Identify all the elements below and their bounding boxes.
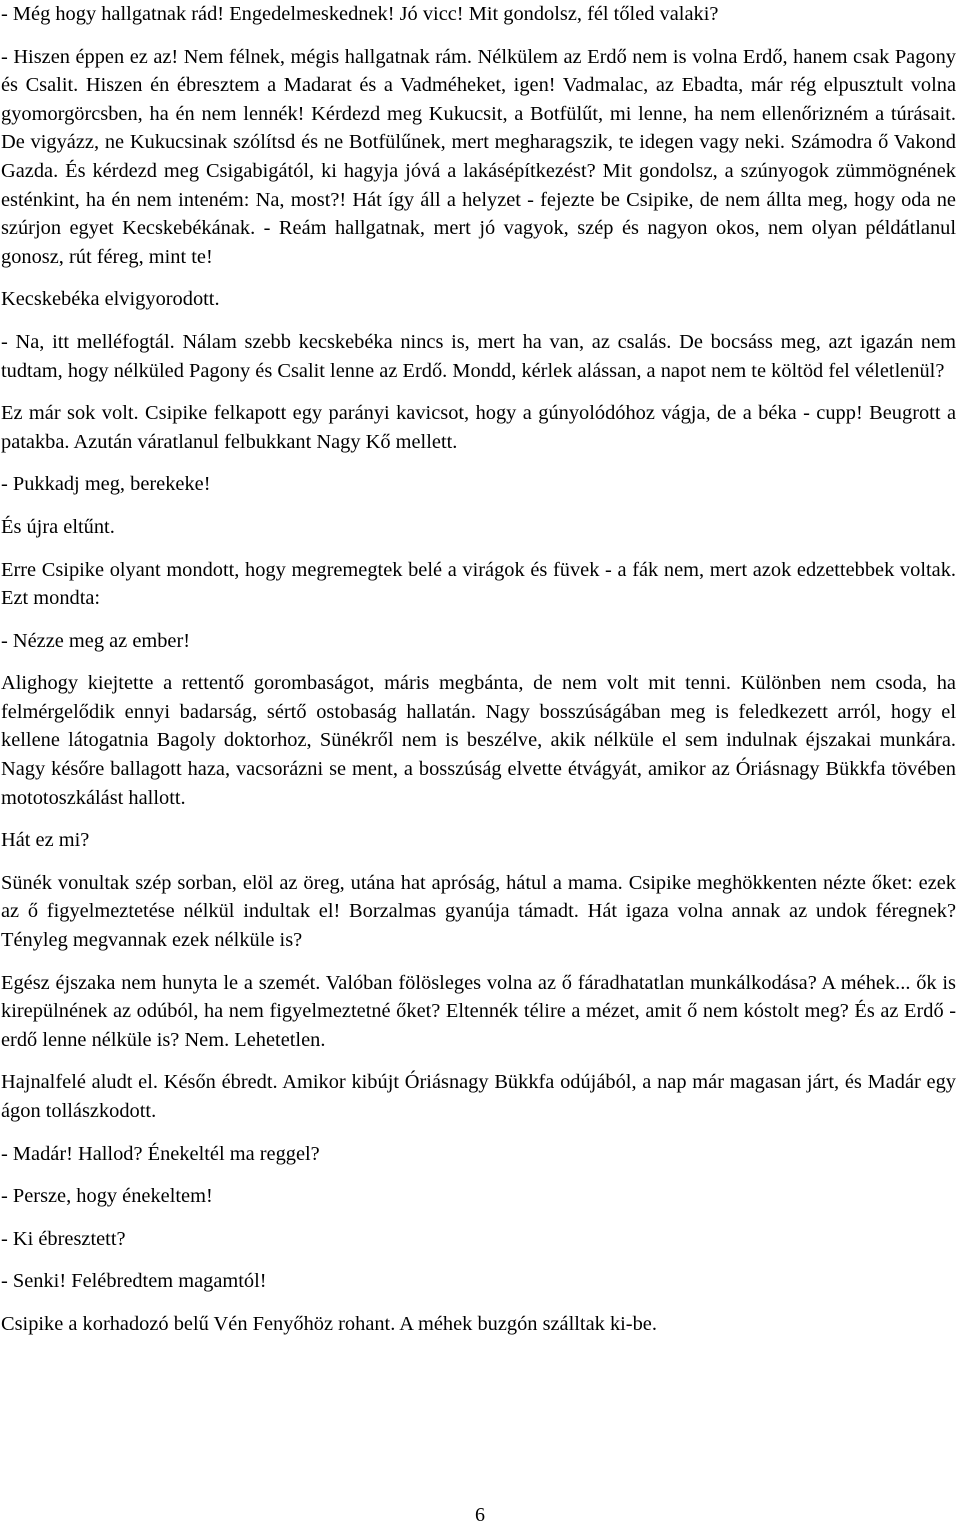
paragraph: - Persze, hogy énekeltem! (1, 1185, 213, 1208)
paragraph: Kecskebéka elvigyorodott. (1, 288, 220, 311)
paragraph: - Na, itt melléfogtál. Nálam szebb kecskebéka nincs is, mert ha van, az csalás. De bocsáss meg, azt igazán nem tudtam, hogy nélküled Pagony és Csalit lenne az Erdő. Mondd, kérlek alássan, a napot nem te költöd fel véletlenül? (1, 330, 956, 382)
paragraph: Sünék vonultak szép sorban, elöl az öreg, utána hat apróság, hátul a mama. Csipike meghökkenten nézte őket: ezek az ő figyelmeztetése nélkül indultak el! Borzalmas gyanúja támadt. Hát igaza volna annak az undok féregnek? Tényleg megvannak ezek nélküle is? (1, 871, 956, 952)
page-number: 6 (475, 1504, 485, 1526)
paragraph: Hajnalfelé aludt el. Későn ébredt. Amikor kibújt Óriásnagy Bükkfa odújából, a nap már magasan járt, és Madár egy ágon tollászkodott. (1, 1071, 956, 1122)
paragraph: - Senki! Felébredtem magamtól! (1, 1270, 267, 1293)
paragraph: Erre Csipike olyant mondott, hogy megremegtek belé a virágok és füvek - a fák nem, mert azok edzettebbek voltak. Ezt mondta: (1, 558, 956, 610)
paragraph: - Hiszen éppen ez az! Nem félnek, mégis hallgatnak rám. Nélkülem az Erdő nem is volna Erdő, hanem csak Pagony és Csalit. Hiszen én ébresztem a Madarat és a Vadméheket, igen! Vadmalac, az Ebadta, már rég elpusztult volna gyomorgörcsben, ha én nem lennék! Kérdezd meg Kukucsit, a Botfülűt, mi lenne, ha nem ellenőrizném a túrásait. De vigyázz, ne Kukucsinak szólítsd és ne Botfülűnek, mert megharagszik, te idegen vagy neki. Számodra ő Vakond Gazda. És kérdezd meg Csigabigától, ki hagyja jóvá a lakásépítkezést? Mit gondolsz, a szúnyogok zümmögnének esténkint, ha én nem inteném: Na, most?! Hát így áll a helyzet - fejezte be Csipike, de nem állta meg, hogy oda ne szúrjon egyet Kecskebékának. - Reám hallgatnak, mert jó vagyok, szép és nagyon okos, nem olyan példátlanul gonosz, rút féreg, mint te! (1, 45, 956, 268)
paragraph: - Ki ébresztett? (1, 1227, 126, 1250)
paragraph: - Nézze meg az ember! (1, 629, 191, 652)
paragraph: - Még hogy hallgatnak rád! Engedelmeskednek! Jó vicc! Mit gondolsz, fél tőled valaki? (1, 3, 719, 25)
paragraph: Hát ez mi? (1, 829, 90, 852)
paragraph: Ez már sok volt. Csipike felkapott egy parányi kavicsot, hogy a gúnyolódóhoz vágja, de a béka - cupp! Beugrott a patakba. Azután váratlanul felbukkant Nagy Kő mellett. (1, 402, 956, 453)
paragraph: Egész éjszaka nem hunyta le a szemét. Valóban fölösleges volna az ő fáradhatatlan munkálkodása? A méhek... ők is kirepülnének az odúból, ha nem figyelmeztetné őket? Eltennék télire a mézet, amit ő nem kóstolt meg? És az Erdő - erdő lenne nélküle is? Nem. Lehetetlen. (1, 971, 956, 1051)
page-body (1, 0, 956, 1353)
paragraph: - Pukkadj meg, berekeke! (1, 473, 211, 496)
paragraph: Alighogy kiejtette a rettentő gorombaságot, máris megbánta, de nem volt mit tenni. Különben nem csoda, ha felmérgelődik ennyi badarság, sértő ostobaság hallatán. Nagy bosszúságában meg is feledkezett arról, hogy el kellene látogatnia Bagoly doktorhoz, Sünékről nem is beszélve, akik nélküle el sem indulnak éjszakai munkára. Nagy későre ballagott haza, vacsorázni se ment, a bosszúság elvette étvágyát, amikor az Óriásnagy Bükkfa tövében mototoszkálást hallott. (1, 672, 956, 809)
paragraph: Csipike a korhadozó belű Vén Fenyőhöz rohant. A méhek buzgón szálltak ki-be. (1, 1312, 657, 1335)
paragraph: - Madár! Hallod? Énekeltél ma reggel? (1, 1142, 320, 1165)
paragraph: És újra eltűnt. (1, 515, 115, 538)
